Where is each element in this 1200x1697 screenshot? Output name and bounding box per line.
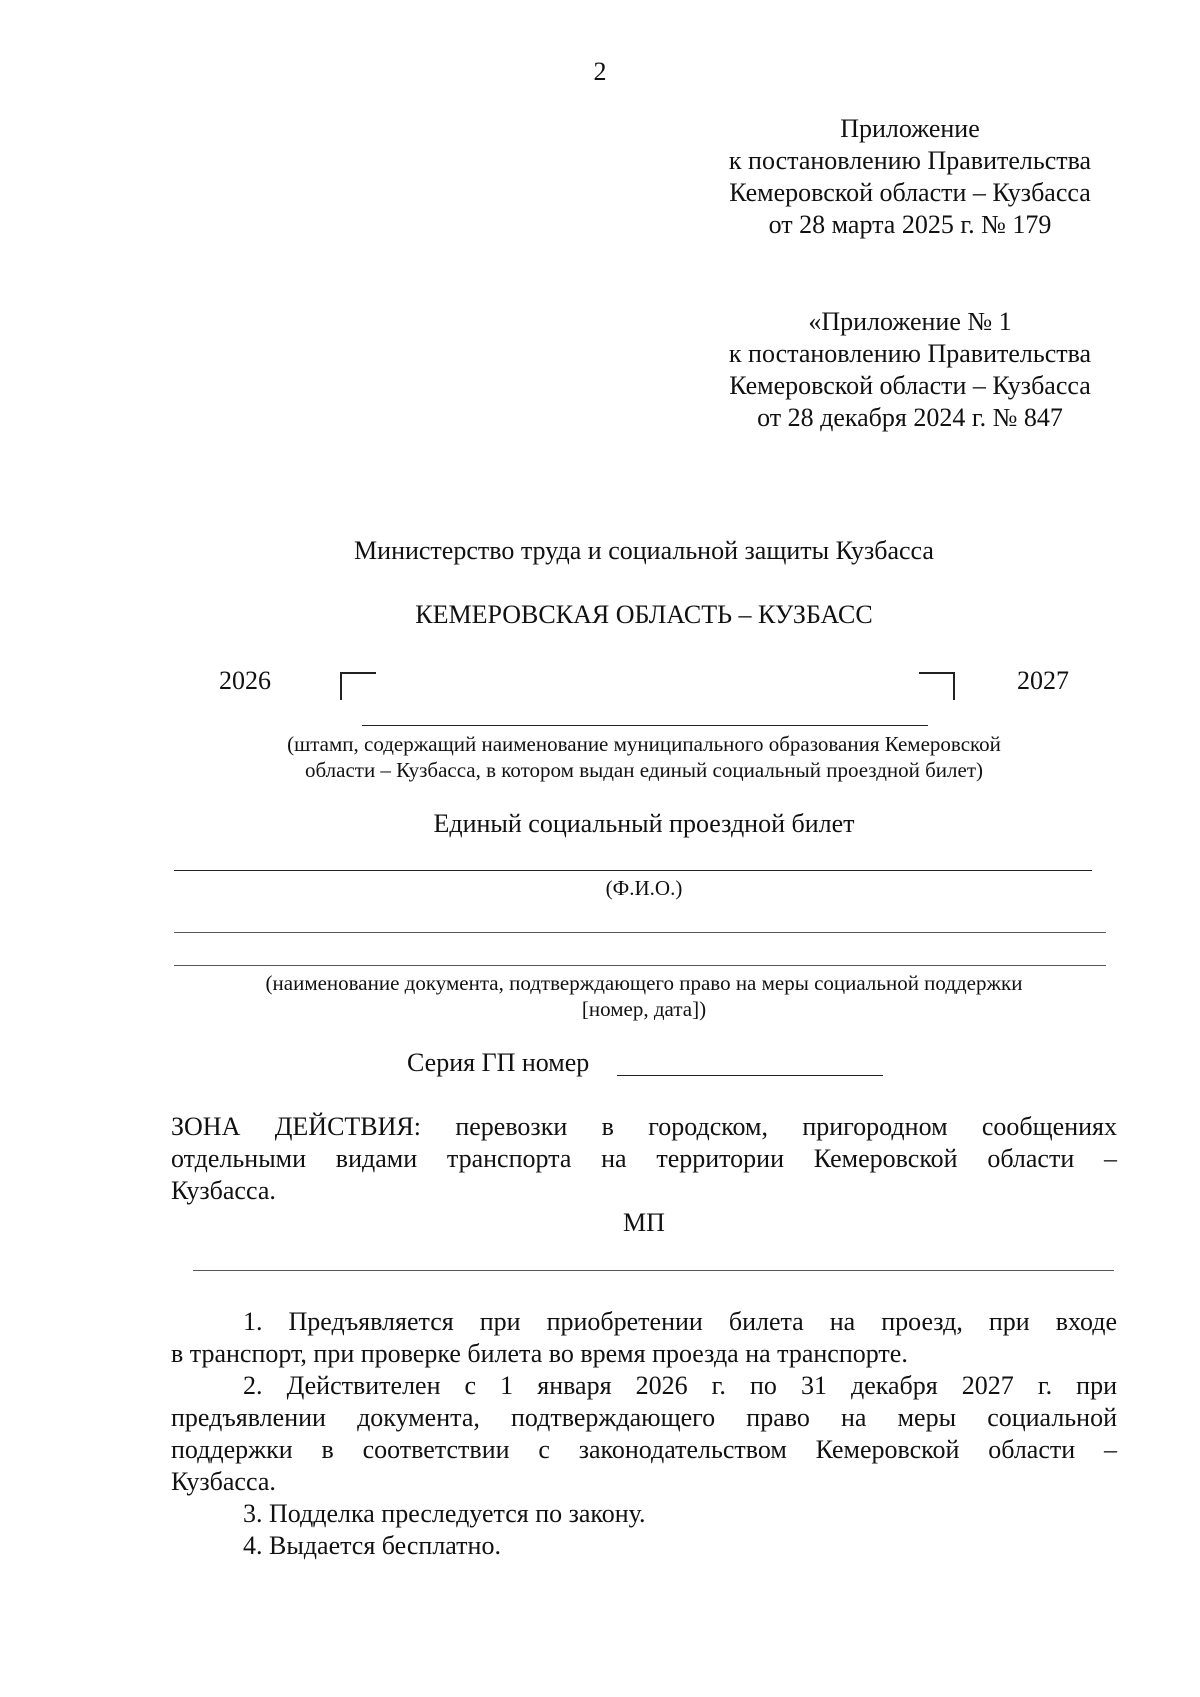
appendix-current-line: к постановлению Правительства: [728, 146, 1092, 175]
region-name: КЕМЕРОВСКАЯ ОБЛАСТЬ – КУЗБАСС: [415, 600, 873, 629]
stamp-caption-line: области – Кузбасса, в котором выдан единый социальный проездной билет): [304, 758, 984, 782]
ministry-name: Министерство труда и социальной защиты Кузбасса: [354, 536, 934, 565]
appendix-current-block: [700, 113, 1120, 241]
series-label: Серия ГП номер: [407, 1048, 590, 1077]
appendix-current-line: Кемеровской области – Кузбасса: [729, 178, 1091, 207]
fio-line: [174, 870, 1092, 871]
stamp-caption-line: (штамп, содержащий наименование муниципального образования Кемеровской: [287, 732, 1001, 756]
zone-line: Кузбасса.: [171, 1176, 276, 1205]
rule-2-line: 2. Действителен с 1 января 2026 г. по 31 декабря 2027 г. при: [243, 1371, 1117, 1400]
appendix-original-block: [700, 306, 1120, 434]
year-start: 2026: [219, 666, 271, 695]
stamp-corner-right: [919, 672, 955, 700]
ticket-title: Единый социальный проездной билет: [433, 809, 855, 838]
separator-line: [193, 1270, 1114, 1271]
appendix-current-line: от 28 марта 2025 г. № 179: [768, 210, 1052, 239]
zone-line: ЗОНА ДЕЙСТВИЯ: перевозки в городском, пригородном сообщениях: [171, 1112, 1117, 1141]
rule-4: 4. Выдается бесплатно.: [243, 1531, 501, 1560]
stamp-caption: [171, 731, 1117, 783]
page-number: 2: [593, 57, 607, 86]
rule-2-line: Кузбасса.: [171, 1467, 276, 1496]
rule-1-line: 1. Предъявляется при приобретении билета на проезд, при входе: [243, 1307, 1117, 1336]
zone-paragraph: [171, 1111, 1117, 1207]
rule-1-line: в транспорт, при проверке билета во время проезда на транспорте.: [171, 1339, 908, 1368]
appendix-original-line: Кемеровской области – Кузбасса: [729, 371, 1091, 400]
rule-2-line: предъявлении документа, подтверждающего право на меры социальной: [171, 1403, 1117, 1432]
rules-list: [171, 1306, 1117, 1562]
stamp-underline: [362, 725, 928, 726]
appendix-original-line: «Приложение № 1: [808, 307, 1012, 336]
document-line-1: [174, 932, 1106, 933]
appendix-original-line: к постановлению Правительства: [728, 339, 1092, 368]
mp-label: МП: [623, 1208, 665, 1237]
document-line-2: [174, 965, 1106, 966]
year-end: 2027: [1017, 666, 1069, 695]
fio-caption: (Ф.И.О.): [605, 876, 683, 900]
document-caption-line: (наименование документа, подтверждающего право на меры социальной поддержки: [265, 971, 1023, 995]
rule-3: 3. Подделка преследуется по закону.: [243, 1499, 646, 1528]
document-caption: [171, 970, 1117, 1022]
series-number-line: [617, 1075, 883, 1076]
zone-line: отдельными видами транспорта на территории Кемеровской области –: [171, 1144, 1117, 1173]
appendix-original-line: от 28 декабря 2024 г. № 847: [757, 403, 1063, 432]
appendix-current-line: Приложение: [840, 114, 980, 143]
rule-2-line: поддержки в соответствии с законодательством Кемеровской области –: [171, 1435, 1117, 1464]
document-caption-line: [номер, дата]): [581, 997, 707, 1021]
stamp-corner-left: [340, 672, 376, 700]
